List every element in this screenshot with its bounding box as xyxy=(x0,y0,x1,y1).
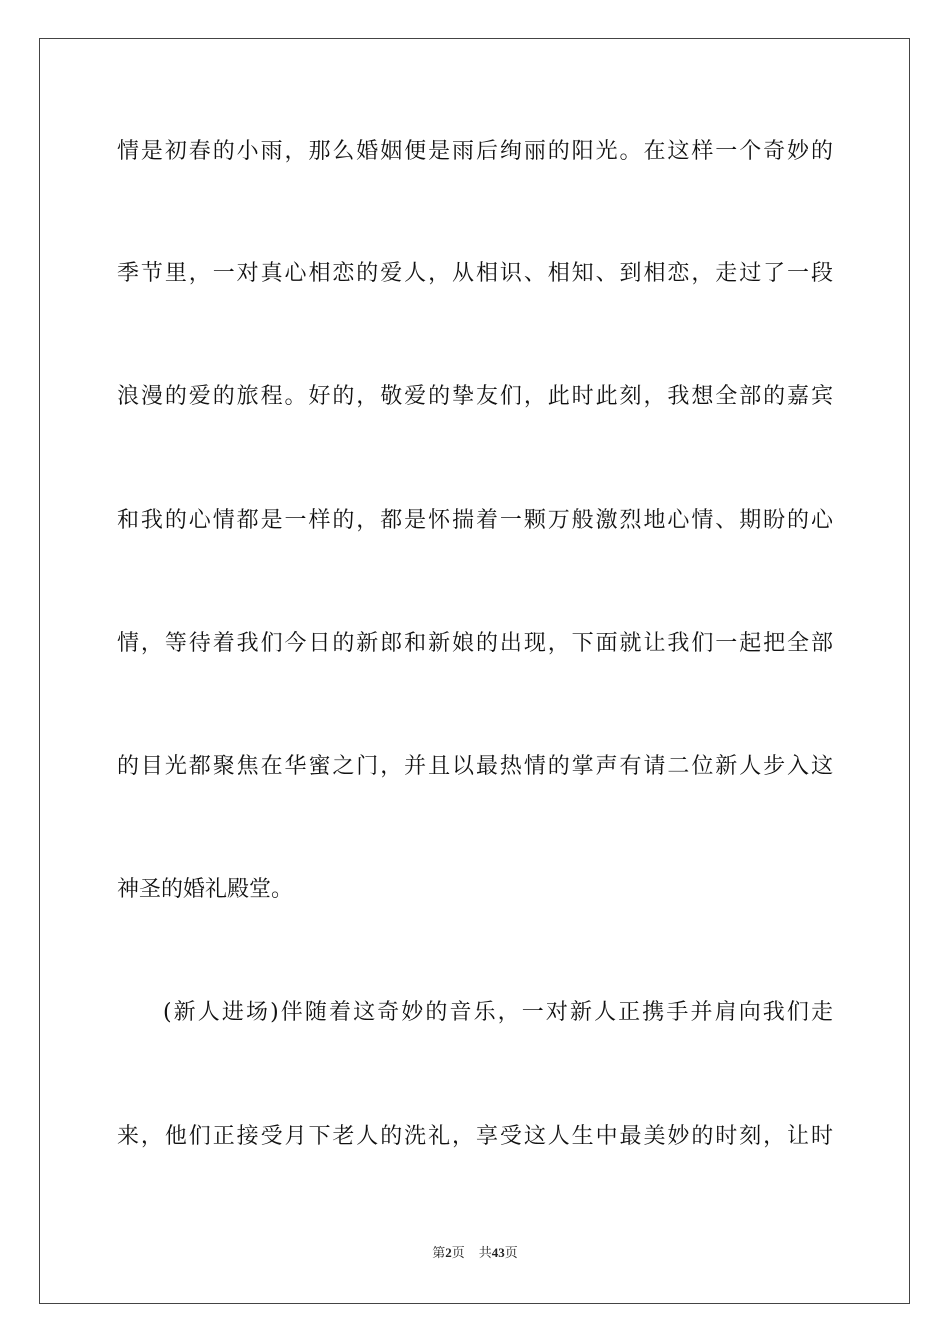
text-line-8: (新人进场)伴随着这奇妙的音乐，一对新人正携手并肩向我们走 xyxy=(163,1000,833,1025)
total-prefix: 共 xyxy=(478,1246,492,1261)
text-line-7: 神圣的婚礼殿堂。 xyxy=(117,877,294,902)
text-line-4: 和我的心情都是一样的，都是怀揣着一颗万般激烈地心情、期盼的心 xyxy=(117,508,833,533)
text-line-9: 来，他们正接受月下老人的洗礼，享受这人生中最美妙的时刻，让时 xyxy=(117,1124,833,1149)
text-line-1: 情是初春的小雨，那么婚姻便是雨后绚丽的阳光。在这样一个奇妙的 xyxy=(117,139,833,164)
page-prefix: 第 xyxy=(432,1246,446,1261)
text-line-2: 季节里，一对真心相恋的爱人，从相识、相知、到相恋，走过了一段 xyxy=(117,261,833,286)
page-footer xyxy=(0,1244,950,1263)
text-line-5: 情，等待着我们今日的新郎和新娘的出现，下面就让我们一起把全部 xyxy=(117,631,833,656)
total-pages: 43 xyxy=(491,1245,505,1260)
page-suffix: 页 xyxy=(451,1246,465,1261)
page-border xyxy=(39,38,910,1304)
total-suffix: 页 xyxy=(504,1246,518,1261)
page-number: 2 xyxy=(445,1245,452,1260)
text-line-6: 的目光都聚焦在华蜜之门，并且以最热情的掌声有请二位新人步入这 xyxy=(117,754,833,779)
text-line-3: 浪漫的爱的旅程。好的，敬爱的挚友们，此时此刻，我想全部的嘉宾 xyxy=(117,384,833,409)
